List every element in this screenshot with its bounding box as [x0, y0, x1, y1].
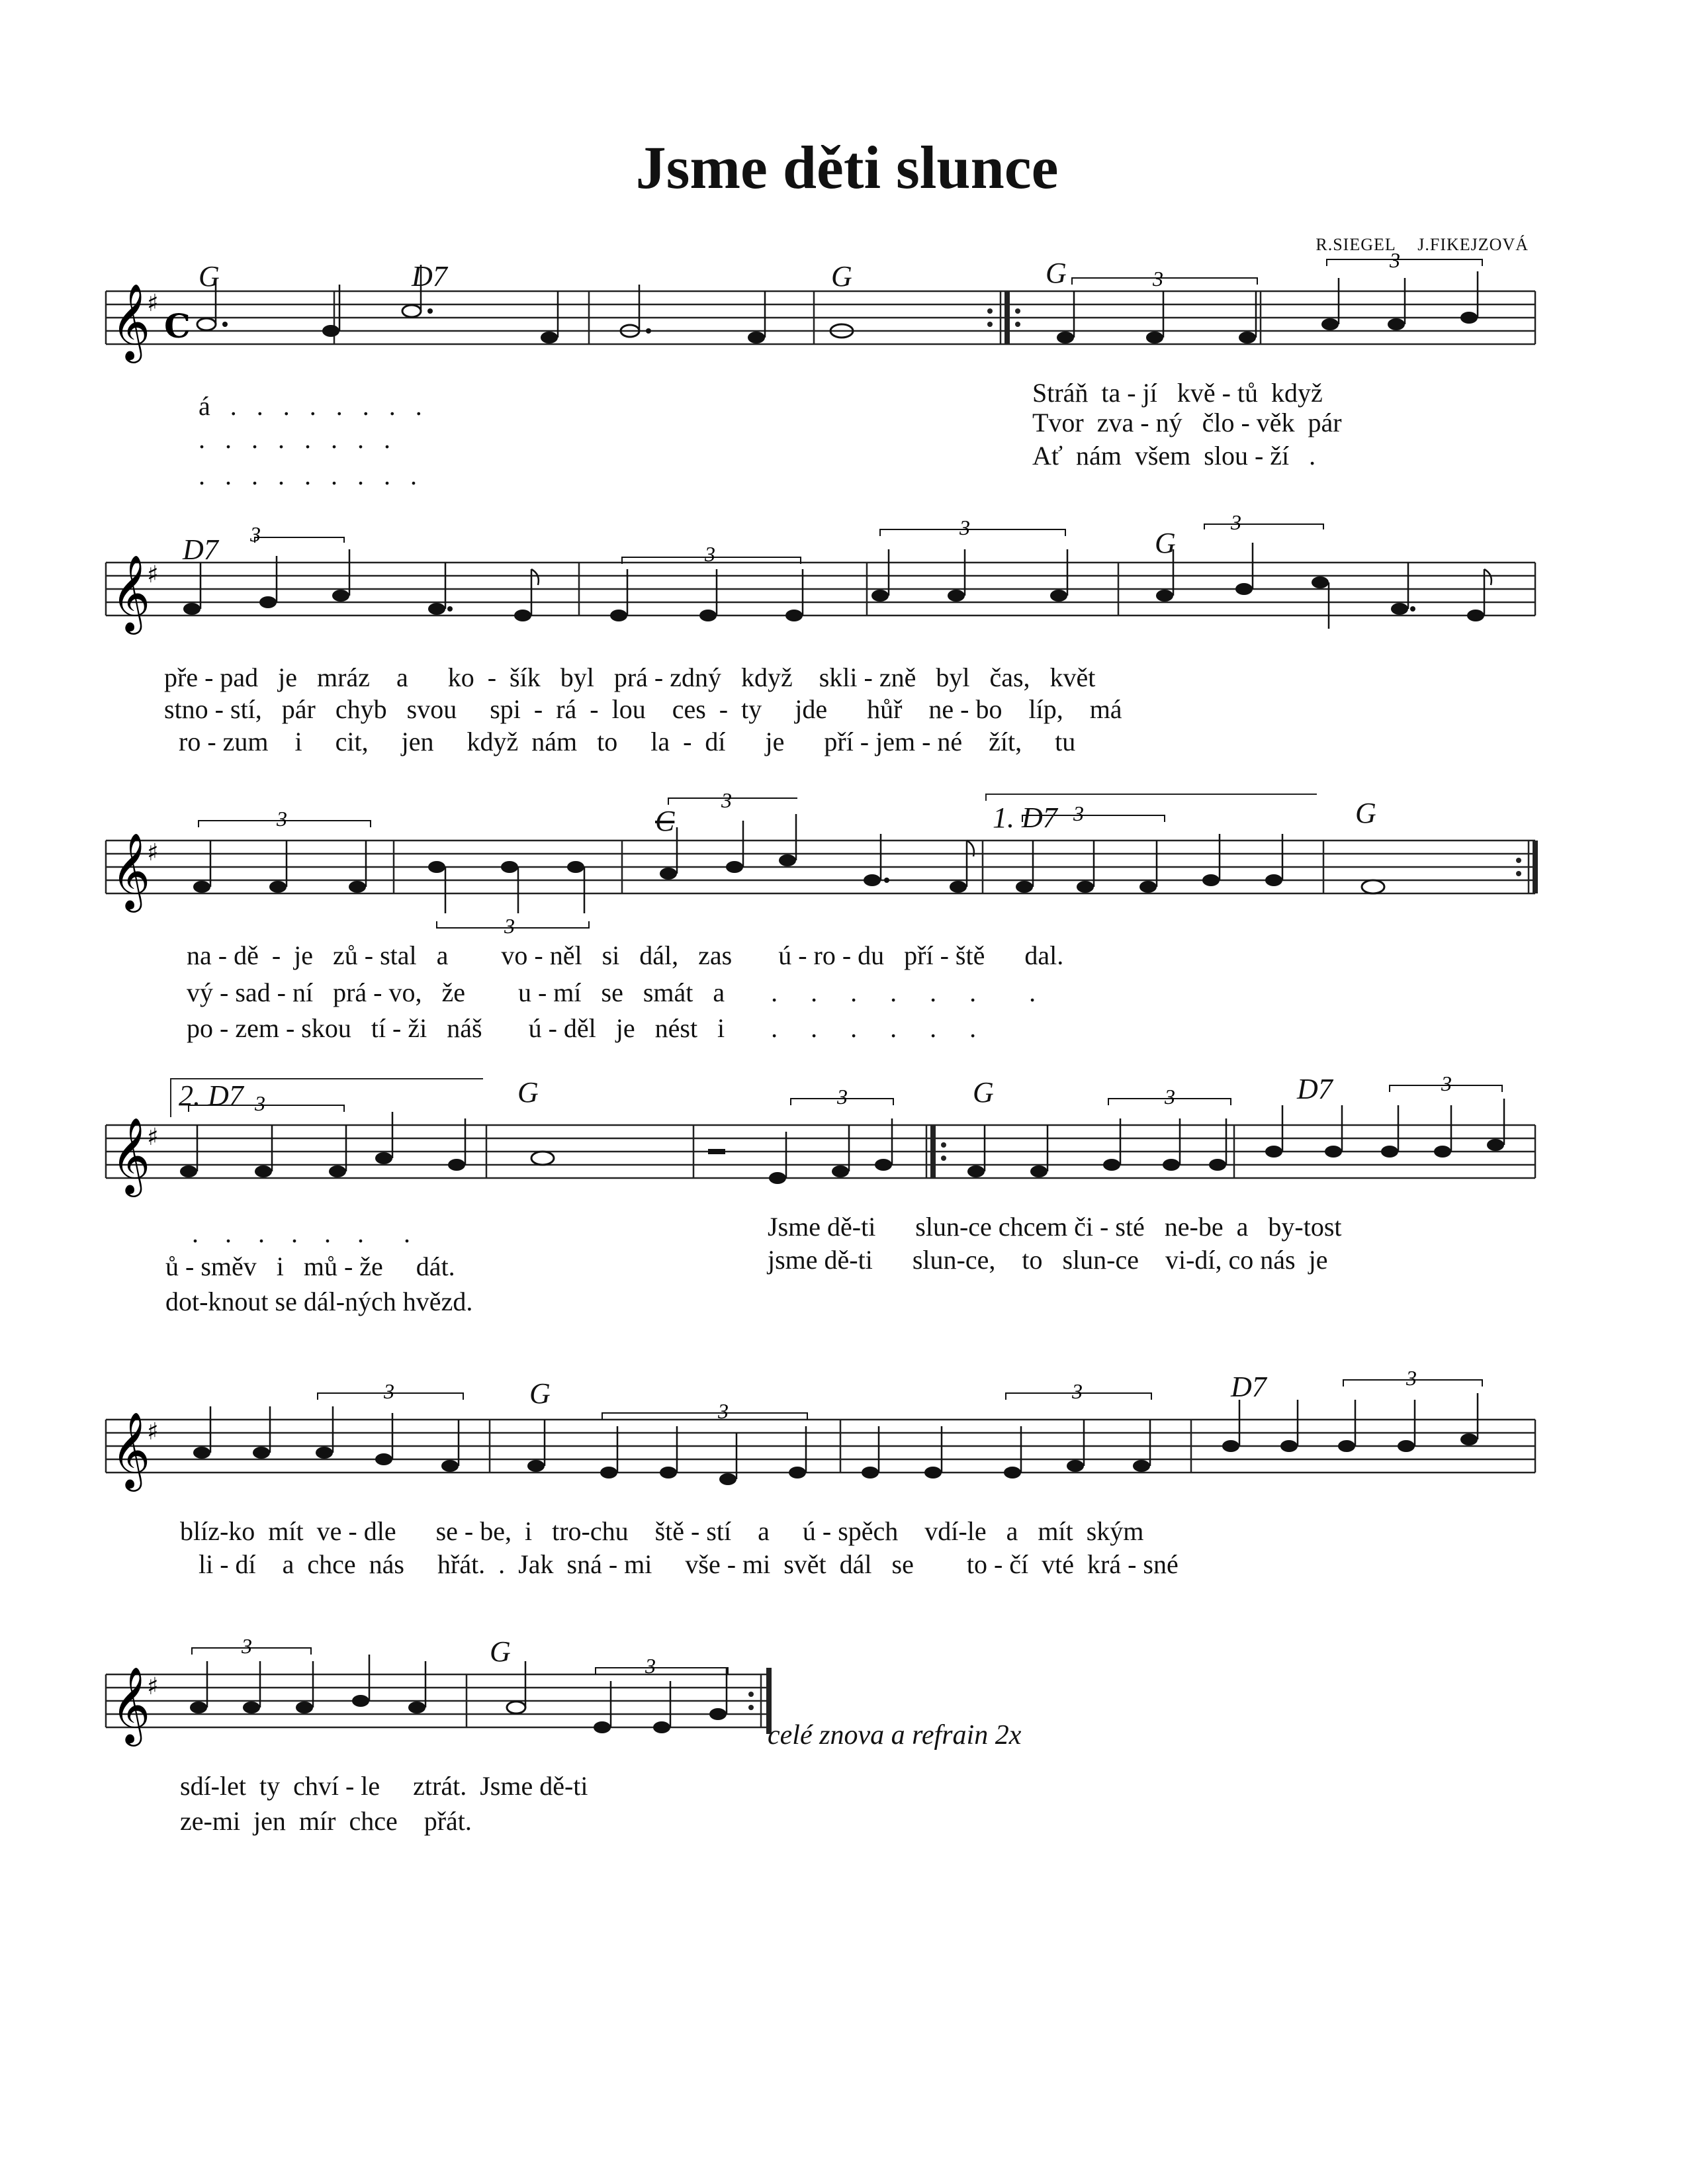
- page-title: Jsme děti slunce: [635, 134, 1059, 201]
- lyric-line: pře - pad je mráz a ko - šík byl prá - zdný když skli - zně byl čas, květ: [164, 662, 1096, 692]
- music-staff: [0, 1071, 1694, 1218]
- quarter-note: [1146, 332, 1163, 343]
- sharp-icon: ♯: [147, 1124, 159, 1151]
- chord: 2. D7: [179, 1079, 244, 1112]
- triplet-mark: 3: [1072, 1379, 1083, 1403]
- chord: D7: [1231, 1371, 1267, 1403]
- lyric-line: Stráň ta - jí kvě - tů když: [1032, 378, 1323, 408]
- triplet-mark: 3: [705, 542, 715, 566]
- repeat-dot: [748, 1692, 754, 1697]
- chord: D7: [1297, 1073, 1333, 1105]
- sharp-icon: ♯: [147, 1418, 159, 1445]
- triplet-mark: 3: [1073, 801, 1084, 825]
- lyric-line: dot-knout se dál-ných hvězd.: [165, 1287, 473, 1316]
- triplet-mark: 3: [1231, 510, 1241, 534]
- quarter-note: [1321, 318, 1339, 330]
- whole-note: [1362, 880, 1384, 893]
- whole-note: [531, 1152, 554, 1165]
- lyric-line: stno - stí, pár chyb svou spi - rá - lou ces - ty jde hůř ne - bo líp, má: [164, 694, 1122, 724]
- sharp-icon: ♯: [147, 290, 159, 317]
- quarter-note: [1460, 312, 1478, 324]
- half-note: [197, 318, 216, 330]
- lyric-line: blíz-ko mít ve - dle se - be, i tro-chu ště - stí a ú - spěch vdí-le a mít ským: [180, 1516, 1144, 1546]
- quarter-note: [1388, 318, 1405, 330]
- repeat-dot: [941, 1156, 946, 1161]
- lyric-line: . . . . . . .: [192, 1218, 410, 1248]
- repeat-dot: [1516, 871, 1521, 876]
- triplet-mark: 3: [1165, 1085, 1175, 1109]
- lyric-line: Tvor zva - ný člo - věk pár: [1032, 408, 1342, 437]
- treble-clef-icon: 𝄞: [111, 1116, 151, 1194]
- repeat-dot: [987, 308, 993, 314]
- quarter-note: [748, 332, 765, 343]
- lyric-line: jsme dě-ti slun-ce, to slun-ce vi-dí, co nás je: [768, 1245, 1328, 1275]
- half-rest: [708, 1149, 725, 1154]
- lyric-line: Ať nám všem slou - ží .: [1032, 441, 1316, 471]
- treble-clef-icon: 𝄞: [111, 1411, 151, 1488]
- sharp-icon: ♯: [147, 1673, 159, 1700]
- triplet-mark: 3: [255, 1091, 265, 1115]
- triplet-mark: 3: [645, 1654, 656, 1678]
- chord: G: [1155, 527, 1176, 559]
- chord: C: [655, 805, 675, 837]
- chord: G: [973, 1076, 994, 1109]
- lyric-line: li - dí a chce nás hřát. . Jak sná - mi vše - mi svět dál se to - čí vté krá - sné: [199, 1549, 1179, 1579]
- performance-note: celé znova a refrain 2x: [768, 1720, 1022, 1751]
- chord: G: [1046, 257, 1067, 289]
- repeat-dot: [1015, 308, 1020, 314]
- treble-clef-icon: 𝄞: [111, 1666, 151, 1743]
- triplet-mark: 3: [959, 516, 970, 539]
- triplet-mark: 3: [1406, 1366, 1417, 1390]
- lyric-line: vý - sad - ní prá - vo, že u - mí se smát a . . . . . . .: [187, 978, 1036, 1007]
- triplet-mark: 3: [504, 914, 515, 938]
- repeat-dot: [1516, 858, 1521, 863]
- music-staff: [0, 1366, 1694, 1512]
- half-note: [507, 1702, 525, 1713]
- triplet-mark: 3: [242, 1634, 252, 1658]
- chord: G: [490, 1635, 511, 1668]
- lyric-line: na - dě - je zů - stal a vo - něl si dál, zas ú - ro - du pří - ště dal.: [187, 940, 1064, 970]
- treble-clef-icon: 𝄞: [111, 832, 151, 909]
- chord: D7: [412, 260, 447, 293]
- lyric-line: po - zem - skou tí - ži náš ú - děl je nést i . . . . . .: [187, 1013, 977, 1043]
- repeat-dot: [1015, 322, 1020, 327]
- triplet-mark: 3: [277, 807, 287, 831]
- lyric-line: ů - směv i mů - že dát.: [165, 1251, 455, 1281]
- chord: G: [517, 1076, 539, 1109]
- quarter-note: [541, 332, 558, 343]
- music-staff: [0, 510, 1694, 655]
- triplet-mark: 3: [1153, 267, 1163, 291]
- lyric-line: . . . . . . . .: [199, 424, 390, 454]
- chord: G: [529, 1377, 551, 1410]
- triplet-mark: 3: [1441, 1071, 1452, 1095]
- time-signature-common: C: [164, 306, 191, 345]
- lyric-line: sdí-let ty chví - le ztrát. Jsme dě-ti: [180, 1771, 588, 1801]
- chord: G: [831, 260, 852, 293]
- quarter-note: [1239, 332, 1256, 343]
- repeat-dot: [987, 322, 993, 327]
- triplet-mark: 3: [721, 788, 732, 812]
- triplet-mark: 3: [837, 1085, 848, 1109]
- triplet-mark: 3: [1390, 248, 1400, 272]
- triplet-mark: 3: [250, 522, 261, 546]
- chord: 1. D7: [993, 801, 1057, 834]
- chord: D7: [183, 533, 218, 566]
- repeat-dot: [941, 1142, 946, 1148]
- lyric-line: . . . . . . . . .: [199, 461, 417, 490]
- chord: G: [1355, 797, 1376, 829]
- music-staff: [0, 1635, 794, 1767]
- treble-clef-icon: 𝄞: [111, 283, 151, 360]
- quarter-note: [322, 325, 339, 337]
- lyric-line: ro - zum i cit, jen když nám to la - dí je pří - jem - né žít, tu: [179, 727, 1076, 756]
- sharp-icon: ♯: [147, 839, 159, 866]
- music-staff: [0, 788, 1694, 938]
- half-note: [402, 305, 421, 317]
- credits: R.SIEGEL J.FIKEJZOVÁ: [1315, 235, 1529, 254]
- music-staff: [0, 248, 1694, 384]
- repeat-dot: [748, 1705, 754, 1710]
- treble-clef-icon: 𝄞: [111, 554, 151, 631]
- lyric-line: Jsme dě-ti slun-ce chcem či - sté ne-be a by-tost: [768, 1212, 1342, 1242]
- triplet-mark: 3: [384, 1379, 394, 1403]
- lyric-line: á . . . . . . . .: [199, 391, 422, 421]
- lyric-line: ze-mi jen mír chce přát.: [180, 1806, 472, 1836]
- quarter-note: [1057, 332, 1074, 343]
- chord: G: [199, 260, 220, 293]
- triplet-mark: 3: [718, 1399, 729, 1423]
- sharp-icon: ♯: [147, 561, 159, 588]
